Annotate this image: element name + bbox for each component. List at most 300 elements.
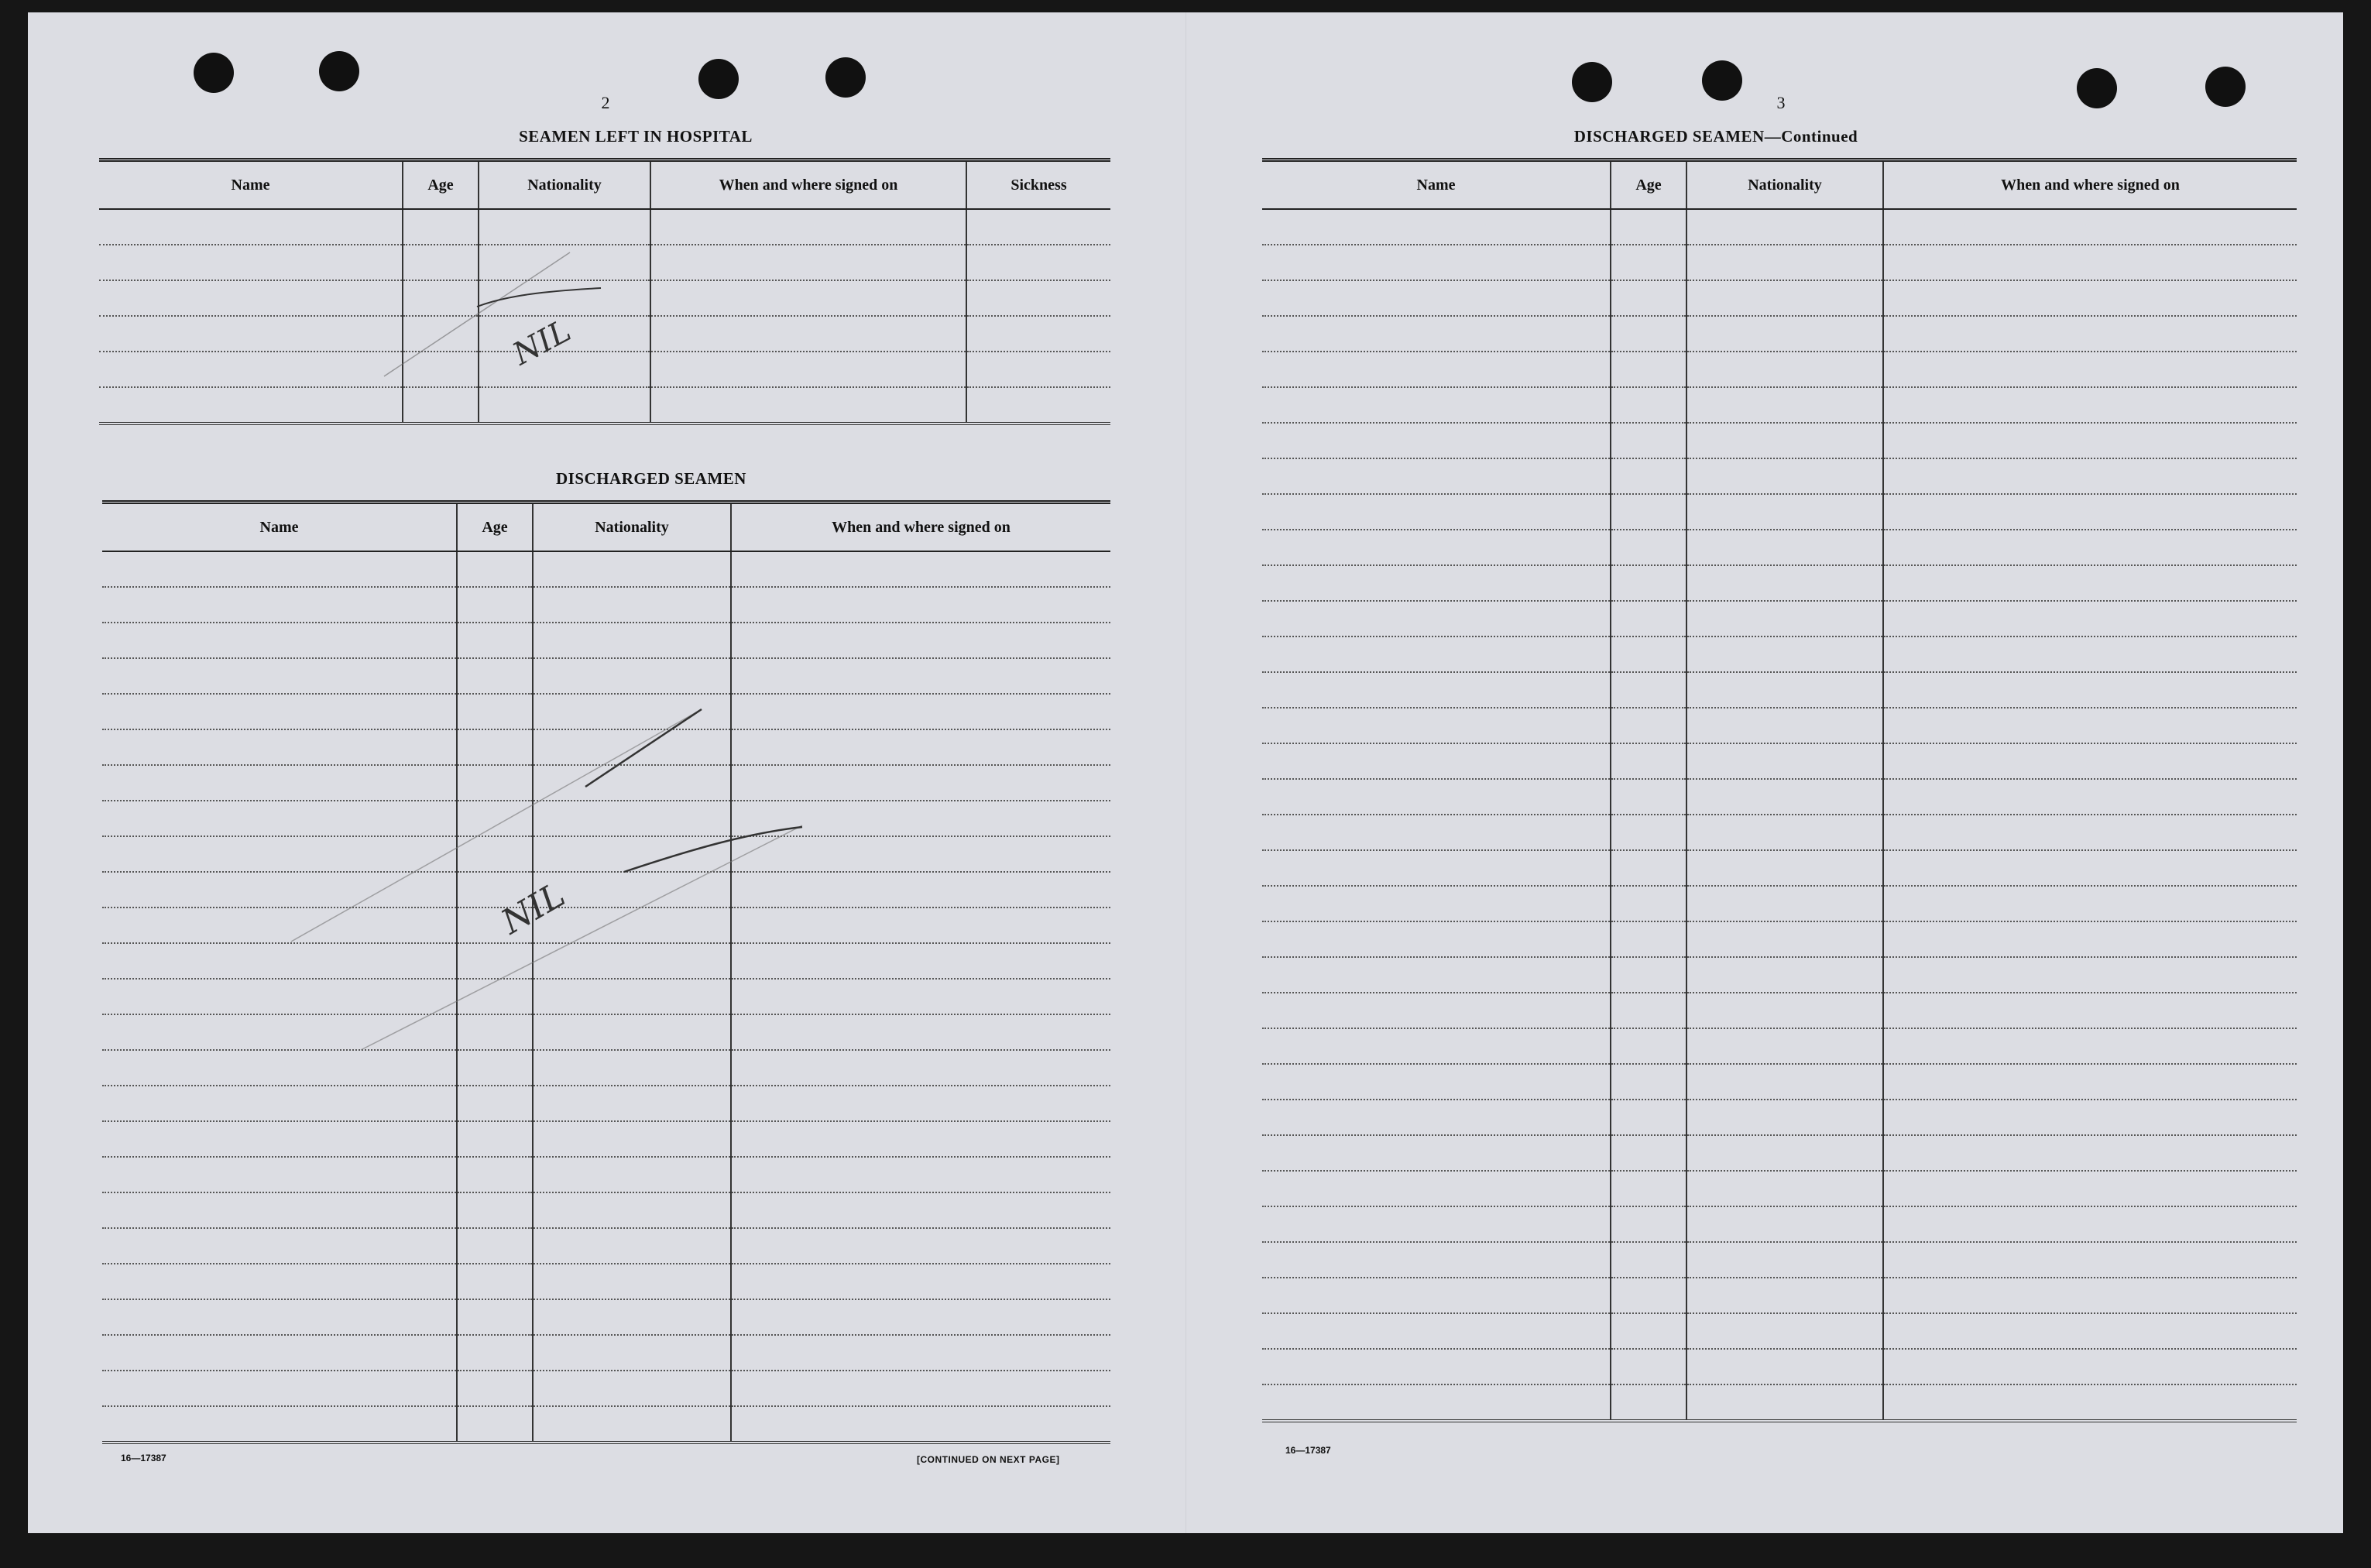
table-cell <box>457 1121 533 1157</box>
table-cell <box>533 1406 731 1443</box>
table-cell <box>1611 316 1686 352</box>
table-cell <box>1262 565 1611 601</box>
table-cell <box>1883 921 2297 957</box>
table-cell <box>1262 1349 1611 1384</box>
discharged-continued-title <box>1538 127 1894 146</box>
table-cell <box>403 209 479 245</box>
column-header-name: Name <box>102 503 457 552</box>
table-cell <box>731 587 1110 623</box>
table-cell <box>1262 458 1611 494</box>
table-cell <box>1686 993 1883 1028</box>
table-cell <box>457 1086 533 1121</box>
table-cell <box>533 836 731 872</box>
table-cell <box>1262 672 1611 708</box>
hospital-section-title: SEAMEN LEFT IN HOSPITAL <box>519 127 753 146</box>
table-cell <box>533 943 731 979</box>
table-cell <box>1686 708 1883 743</box>
table-cell <box>1686 316 1883 352</box>
table-cell <box>1262 530 1611 565</box>
table-cell <box>1611 1206 1686 1242</box>
table-cell <box>966 352 1110 387</box>
table-cell <box>457 551 533 587</box>
table-cell <box>1883 1171 2297 1206</box>
table-cell <box>1686 245 1883 280</box>
table-cell <box>457 1371 533 1406</box>
table-cell <box>731 836 1110 872</box>
table-cell <box>102 1050 457 1086</box>
table-cell <box>731 801 1110 836</box>
table-cell <box>731 979 1110 1014</box>
table-cell <box>457 1335 533 1371</box>
table-cell <box>731 1264 1110 1299</box>
table-row <box>1262 672 2297 708</box>
table-cell <box>102 729 457 765</box>
table-row <box>102 1228 1110 1264</box>
table-cell <box>1686 1064 1883 1100</box>
hospital-table <box>99 158 1110 425</box>
table-cell <box>1611 530 1686 565</box>
table-cell <box>650 209 966 245</box>
table-cell <box>1262 423 1611 458</box>
table-cell <box>1686 601 1883 636</box>
table-row <box>1262 815 2297 850</box>
table-cell <box>457 587 533 623</box>
table-row <box>1262 1028 2297 1064</box>
column-header-signed-on: When and where signed on <box>650 160 966 210</box>
table-row <box>102 1371 1110 1406</box>
table-row <box>1262 1206 2297 1242</box>
table-cell <box>1883 636 2297 672</box>
table-cell <box>1611 1278 1686 1313</box>
table-cell <box>457 765 533 801</box>
table-cell <box>1262 1171 1611 1206</box>
table-cell <box>102 1157 457 1192</box>
table-cell <box>966 280 1110 316</box>
table-row <box>102 836 1110 872</box>
table-cell <box>479 316 650 352</box>
table-cell <box>1686 886 1883 921</box>
table-cell <box>102 943 457 979</box>
table-row <box>99 316 1110 352</box>
table-cell <box>1611 1242 1686 1278</box>
table-cell <box>1611 1064 1686 1100</box>
table-cell <box>1883 565 2297 601</box>
table-row <box>99 245 1110 280</box>
table-cell <box>457 1157 533 1192</box>
column-header-name: Name <box>1262 160 1611 210</box>
table-cell <box>731 1335 1110 1371</box>
table-cell <box>102 1228 457 1264</box>
table-cell <box>533 1228 731 1264</box>
table-row <box>1262 565 2297 601</box>
table-cell <box>533 908 731 943</box>
table-cell <box>1883 850 2297 886</box>
table-cell <box>403 245 479 280</box>
table-cell <box>1611 245 1686 280</box>
table-cell <box>731 943 1110 979</box>
table-row <box>102 1157 1110 1192</box>
table-cell <box>1611 1100 1686 1135</box>
table-cell <box>650 245 966 280</box>
table-cell <box>1686 565 1883 601</box>
table-cell <box>1686 1384 1883 1421</box>
punch-hole <box>1572 62 1612 102</box>
table-cell <box>650 387 966 424</box>
table-cell <box>1611 565 1686 601</box>
table-cell <box>966 245 1110 280</box>
table-row <box>102 872 1110 908</box>
table-cell <box>1686 1313 1883 1349</box>
table-cell <box>533 1371 731 1406</box>
table-cell <box>479 387 650 424</box>
table-cell <box>1883 316 2297 352</box>
table-cell <box>1262 280 1611 316</box>
table-cell <box>1686 1100 1883 1135</box>
table-row <box>1262 494 2297 530</box>
table-row <box>1262 957 2297 993</box>
table-cell <box>1883 1100 2297 1135</box>
table-cell <box>1262 1313 1611 1349</box>
table-cell <box>731 729 1110 765</box>
punch-hole <box>2205 67 2246 107</box>
punch-hole <box>825 57 866 98</box>
table-cell <box>731 658 1110 694</box>
table-cell <box>1262 1028 1611 1064</box>
table-row <box>102 1086 1110 1121</box>
table-cell <box>457 943 533 979</box>
table-row <box>1262 209 2297 245</box>
table-cell <box>1883 352 2297 387</box>
table-cell <box>1686 815 1883 850</box>
table-cell <box>1883 1135 2297 1171</box>
table-cell <box>966 316 1110 352</box>
discharged-continued-table-body <box>1262 209 2297 1421</box>
table-cell <box>1611 1384 1686 1421</box>
table-cell <box>1686 1349 1883 1384</box>
table-row <box>1262 423 2297 458</box>
table-row <box>102 623 1110 658</box>
form-code-left: 16—17387 <box>121 1453 166 1463</box>
table-cell <box>1611 1349 1686 1384</box>
table-row <box>1262 1349 2297 1384</box>
column-header-nationality: Nationality <box>533 503 731 552</box>
table-cell <box>533 1050 731 1086</box>
table-cell <box>1883 815 2297 850</box>
table-cell <box>533 1264 731 1299</box>
table-row <box>1262 708 2297 743</box>
table-cell <box>731 1121 1110 1157</box>
table-cell <box>1611 494 1686 530</box>
hospital-header-row <box>99 160 1110 210</box>
table-cell <box>102 979 457 1014</box>
table-cell <box>1611 423 1686 458</box>
table-cell <box>457 1228 533 1264</box>
column-header-nationality: Nationality <box>1686 160 1883 210</box>
table-cell <box>1686 280 1883 316</box>
table-cell <box>102 1371 457 1406</box>
table-cell <box>533 1086 731 1121</box>
table-cell <box>102 765 457 801</box>
table-cell <box>102 1014 457 1050</box>
table-cell <box>1883 672 2297 708</box>
table-row <box>102 908 1110 943</box>
table-cell <box>1262 316 1611 352</box>
table-cell <box>533 658 731 694</box>
table-cell <box>1262 1384 1611 1421</box>
table-cell <box>1262 1242 1611 1278</box>
table-row <box>1262 1135 2297 1171</box>
table-cell <box>1262 352 1611 387</box>
table-cell <box>1883 458 2297 494</box>
table-cell <box>731 1086 1110 1121</box>
table-cell <box>533 623 731 658</box>
table-cell <box>102 623 457 658</box>
table-cell <box>533 979 731 1014</box>
table-row <box>102 765 1110 801</box>
table-row <box>1262 921 2297 957</box>
table-cell <box>1686 779 1883 815</box>
handwritten-nil-text: NIL <box>506 313 577 372</box>
table-row <box>102 729 1110 765</box>
table-cell <box>1883 993 2297 1028</box>
column-header-age: Age <box>1611 160 1686 210</box>
table-cell <box>403 387 479 424</box>
table-cell <box>1686 1028 1883 1064</box>
hospital-table-body <box>99 209 1110 424</box>
table-cell <box>1611 1313 1686 1349</box>
punch-hole <box>319 51 359 91</box>
table-cell <box>533 551 731 587</box>
table-cell <box>457 979 533 1014</box>
table-cell <box>1686 387 1883 423</box>
punch-hole <box>698 59 739 99</box>
table-cell <box>731 1228 1110 1264</box>
table-cell <box>1262 1278 1611 1313</box>
table-cell <box>966 209 1110 245</box>
table-cell <box>102 1335 457 1371</box>
table-cell <box>533 729 731 765</box>
punch-hole <box>1702 60 1742 101</box>
table-row <box>102 801 1110 836</box>
table-cell <box>457 836 533 872</box>
table-cell <box>1262 387 1611 423</box>
table-cell <box>1883 530 2297 565</box>
table-cell <box>533 1335 731 1371</box>
table-cell <box>731 1050 1110 1086</box>
table-row <box>102 1299 1110 1335</box>
table-cell <box>731 623 1110 658</box>
page-number-right: 3 <box>1776 93 1786 112</box>
table-row <box>1262 530 2297 565</box>
table-cell <box>1883 743 2297 779</box>
table-row <box>102 658 1110 694</box>
table-row <box>102 1121 1110 1157</box>
table-cell <box>457 908 533 943</box>
table-cell <box>99 387 403 424</box>
page-number-left: 2 <box>601 93 610 112</box>
table-row <box>1262 779 2297 815</box>
form-code-right: 16—17387 <box>1285 1445 1331 1456</box>
table-cell <box>457 1192 533 1228</box>
table-cell <box>1686 494 1883 530</box>
table-row <box>1262 1171 2297 1206</box>
table-cell <box>1686 423 1883 458</box>
table-cell <box>1262 886 1611 921</box>
table-cell <box>1611 708 1686 743</box>
table-row <box>1262 601 2297 636</box>
table-cell <box>1883 209 2297 245</box>
table-row <box>1262 743 2297 779</box>
table-cell <box>1262 993 1611 1028</box>
table-cell <box>1883 387 2297 423</box>
table-cell <box>479 245 650 280</box>
table-cell <box>1611 387 1686 423</box>
table-cell <box>1611 921 1686 957</box>
table-cell <box>99 352 403 387</box>
table-cell <box>1611 1135 1686 1171</box>
table-cell <box>1883 494 2297 530</box>
punch-hole <box>2077 68 2117 108</box>
table-cell <box>1686 850 1883 886</box>
column-header-signed-on: When and where signed on <box>1883 160 2297 210</box>
table-cell <box>731 1014 1110 1050</box>
table-row <box>1262 1313 2297 1349</box>
table-cell <box>1611 601 1686 636</box>
table-cell <box>1262 601 1611 636</box>
handwritten-nil-text: NIL <box>495 875 572 942</box>
table-cell <box>457 801 533 836</box>
table-cell <box>1611 636 1686 672</box>
table-cell <box>1611 1171 1686 1206</box>
table-cell <box>457 1014 533 1050</box>
table-cell <box>1883 1206 2297 1242</box>
table-row <box>102 1264 1110 1299</box>
table-cell <box>1611 779 1686 815</box>
table-cell <box>102 1299 457 1335</box>
table-row <box>1262 316 2297 352</box>
continued-note: [CONTINUED ON NEXT PAGE] <box>917 1454 1060 1465</box>
table-cell <box>102 658 457 694</box>
table-cell <box>1262 850 1611 886</box>
table-cell <box>99 316 403 352</box>
table-cell <box>650 316 966 352</box>
table-row <box>1262 1278 2297 1313</box>
table-cell <box>533 1299 731 1335</box>
table-cell <box>102 587 457 623</box>
table-cell <box>731 765 1110 801</box>
table-cell <box>403 316 479 352</box>
table-cell <box>1262 494 1611 530</box>
table-cell <box>1883 423 2297 458</box>
table-cell <box>533 694 731 729</box>
table-cell <box>533 872 731 908</box>
table-cell <box>1262 1064 1611 1100</box>
table-row <box>1262 458 2297 494</box>
table-cell <box>533 801 731 836</box>
table-cell <box>102 694 457 729</box>
table-cell <box>650 352 966 387</box>
column-header-nationality: Nationality <box>479 160 650 210</box>
table-row <box>102 1050 1110 1086</box>
table-row <box>102 1192 1110 1228</box>
table-cell <box>102 1121 457 1157</box>
table-cell <box>1883 1278 2297 1313</box>
table-cell <box>457 1406 533 1443</box>
table-cell <box>533 1192 731 1228</box>
table-row <box>1262 1064 2297 1100</box>
table-row <box>102 587 1110 623</box>
table-cell <box>1686 743 1883 779</box>
table-cell <box>1611 672 1686 708</box>
table-cell <box>1611 458 1686 494</box>
table-cell <box>1262 1100 1611 1135</box>
table-cell <box>457 1050 533 1086</box>
table-cell <box>1262 209 1611 245</box>
table-cell <box>731 872 1110 908</box>
table-cell <box>457 658 533 694</box>
table-cell <box>457 623 533 658</box>
table-cell <box>1262 743 1611 779</box>
table-cell <box>1611 850 1686 886</box>
table-cell <box>1262 1206 1611 1242</box>
table-cell <box>102 836 457 872</box>
table-cell <box>99 280 403 316</box>
table-cell <box>1611 1028 1686 1064</box>
table-cell <box>1262 779 1611 815</box>
discharged-table <box>102 500 1110 1444</box>
table-cell <box>731 1406 1110 1443</box>
discharged-continued-header-row <box>1262 160 2297 210</box>
table-cell <box>1883 708 2297 743</box>
table-cell <box>1883 1313 2297 1349</box>
table-cell <box>533 1121 731 1157</box>
table-row <box>1262 1100 2297 1135</box>
table-row <box>102 943 1110 979</box>
document-sheet <box>28 12 2343 1533</box>
table-cell <box>533 1014 731 1050</box>
table-cell <box>731 908 1110 943</box>
table-row <box>1262 886 2297 921</box>
table-cell <box>1262 245 1611 280</box>
table-cell <box>479 280 650 316</box>
table-cell <box>1262 708 1611 743</box>
table-cell <box>533 1157 731 1192</box>
table-row <box>1262 245 2297 280</box>
table-cell <box>1262 815 1611 850</box>
table-cell <box>1883 1242 2297 1278</box>
table-cell <box>731 1192 1110 1228</box>
table-cell <box>102 801 457 836</box>
table-cell <box>1686 352 1883 387</box>
table-cell <box>1883 957 2297 993</box>
table-cell <box>1883 245 2297 280</box>
table-cell <box>650 280 966 316</box>
table-row <box>102 551 1110 587</box>
punch-hole <box>194 53 234 93</box>
discharged-header-row <box>102 503 1110 552</box>
table-row <box>1262 352 2297 387</box>
table-cell <box>403 280 479 316</box>
table-cell <box>1686 209 1883 245</box>
table-cell <box>1686 921 1883 957</box>
table-cell <box>533 765 731 801</box>
table-cell <box>1611 352 1686 387</box>
table-cell <box>1611 815 1686 850</box>
table-cell <box>731 1157 1110 1192</box>
table-cell <box>1883 1349 2297 1384</box>
table-cell <box>1611 957 1686 993</box>
table-cell <box>1611 886 1686 921</box>
